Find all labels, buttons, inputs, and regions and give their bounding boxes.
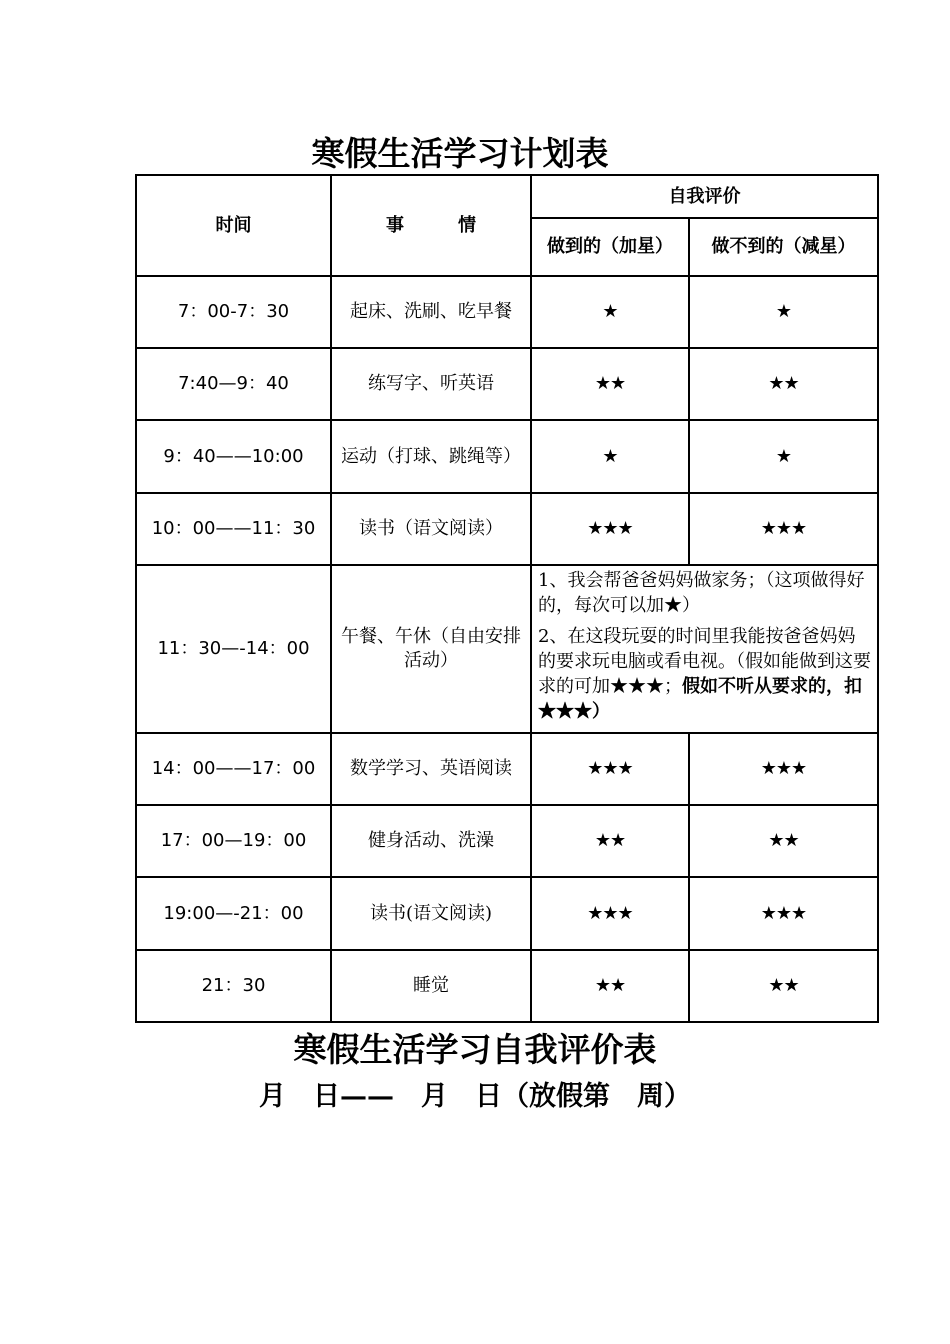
table-row <box>136 348 878 420</box>
row-time: 19:00—-21：00 <box>136 877 331 950</box>
row-done-stars: ★ <box>531 420 689 493</box>
header-not-done: 做不到的（减星） <box>689 218 878 276</box>
row-activity: 练写字、听英语 <box>331 348 531 420</box>
row-time: 21：30 <box>136 950 331 1022</box>
row-not-done-stars: ★★ <box>689 348 878 420</box>
row-time: 17：00—19：00 <box>136 805 331 877</box>
row-activity: 读书(语文阅读) <box>331 877 531 950</box>
note-penalty-text: 假如不听从要求的，扣★★★） <box>538 676 862 722</box>
row-not-done-stars: ★ <box>689 420 878 493</box>
plan-table <box>135 174 879 1023</box>
row-not-done-stars: ★★★ <box>689 877 878 950</box>
table-row <box>136 276 878 348</box>
table-row <box>136 805 878 877</box>
row-activity: 午餐、午休（自由安排活动） <box>331 565 531 733</box>
row-done-stars: ★★★ <box>531 877 689 950</box>
header-self-eval: 自我评价 <box>531 175 878 218</box>
header-done: 做到的（加星） <box>531 218 689 276</box>
row-activity: 数学学习、英语阅读 <box>331 733 531 805</box>
page-title: 寒假生活学习计划表 <box>311 134 609 173</box>
note-housework: 1、我会帮爸爸妈妈做家务；（这项做得好的，每次可以加★） <box>538 570 865 616</box>
row-done-stars: ★★★ <box>531 493 689 565</box>
table-row <box>136 733 878 805</box>
row-done-stars: ★ <box>531 276 689 348</box>
row-done-stars: ★★ <box>531 348 689 420</box>
row-time: 11：30—-14：00 <box>136 565 331 733</box>
row-time: 10：00——11：30 <box>136 493 331 565</box>
row-time: 14：00——17：00 <box>136 733 331 805</box>
note-screen-time-text: 2、在这段玩耍的时间里我能按爸爸妈妈的要求玩电脑或看电视。（假如能做到这要求的可加★★★； <box>538 626 871 697</box>
row-not-done-stars: ★★★ <box>689 493 878 565</box>
table-row <box>136 565 878 733</box>
row-time: 7:40—9：40 <box>136 348 331 420</box>
row-done-stars: ★★★ <box>531 733 689 805</box>
row-activity: 起床、洗刷、吃早餐 <box>331 276 531 348</box>
row-activity: 读书（语文阅读） <box>331 493 531 565</box>
row-done-stars: ★★ <box>531 805 689 877</box>
note-screen-time <box>538 624 871 724</box>
evaluation-title: 寒假生活学习自我评价表 <box>293 1030 657 1069</box>
table-row <box>136 877 878 950</box>
table-row <box>136 950 878 1022</box>
row-not-done-stars: ★ <box>689 276 878 348</box>
header-activity: 事 情 <box>331 175 531 276</box>
row-time: 9：40——10:00 <box>136 420 331 493</box>
row-not-done-stars: ★★ <box>689 950 878 1022</box>
row-time: 7：00-7：30 <box>136 276 331 348</box>
table-row <box>136 420 878 493</box>
row-activity: 睡觉 <box>331 950 531 1022</box>
table-row <box>136 493 878 565</box>
row-activity: 运动（打球、跳绳等） <box>331 420 531 493</box>
header-time: 时间 <box>136 175 331 276</box>
row-not-done-stars: ★★ <box>689 805 878 877</box>
row-not-done-stars: ★★★ <box>689 733 878 805</box>
evaluation-date-range: 月 日—— 月 日（放假第 周） <box>259 1081 691 1112</box>
row-note <box>531 565 878 733</box>
row-activity: 健身活动、洗澡 <box>331 805 531 877</box>
row-done-stars: ★★ <box>531 950 689 1022</box>
